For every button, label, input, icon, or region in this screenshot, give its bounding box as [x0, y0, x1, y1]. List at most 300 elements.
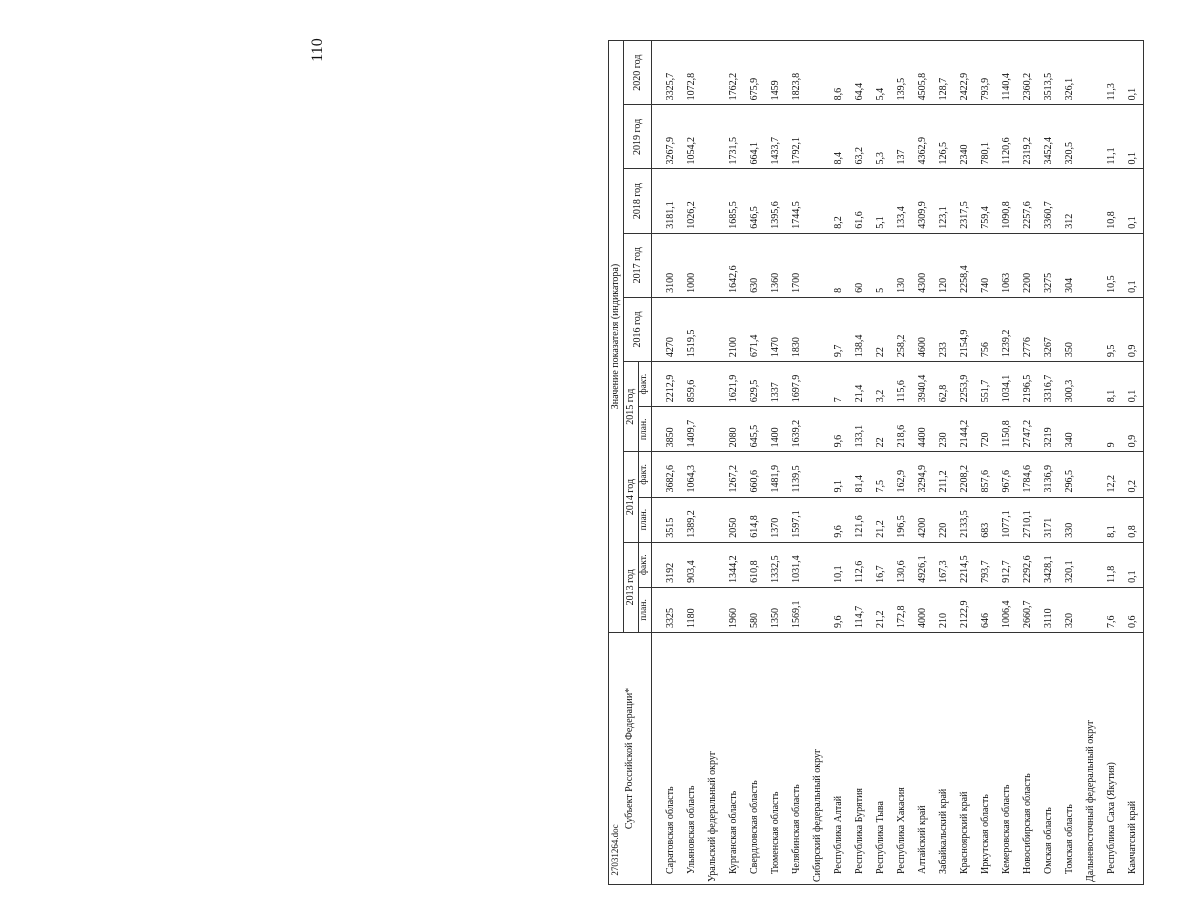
value-cell: 1823,8	[786, 41, 807, 105]
value-cell: 61,6	[849, 169, 870, 233]
value-cell: 210	[933, 587, 954, 632]
region-name: Республика Алтай	[832, 795, 844, 874]
value-cell: 2214,5	[954, 542, 975, 587]
region-name: Томская область	[1063, 804, 1075, 874]
value-cell: 60	[849, 233, 870, 297]
value-cell: 1792,1	[786, 105, 807, 169]
value-cell: 5	[870, 233, 891, 297]
region-name: Красноярский край	[958, 791, 970, 874]
value-cell: 63,2	[849, 105, 870, 169]
district-row	[1080, 41, 1101, 885]
value-cell: 1000	[681, 233, 702, 297]
value-cell: 8,1	[1101, 497, 1122, 542]
plan-subheader: план.	[639, 407, 652, 452]
region-name: Алтайский край	[916, 805, 928, 874]
year-header-2015: 2015 год	[624, 362, 639, 452]
value-cell: 580	[744, 587, 765, 632]
value-cell: 1031,4	[786, 542, 807, 587]
value-cell: 1034,1	[996, 362, 1017, 407]
value-cell: 0,2	[1122, 452, 1144, 497]
region-name: Челябинская область	[790, 784, 802, 874]
value-cell: 2360,2	[1017, 41, 1038, 105]
value-cell: 22	[870, 407, 891, 452]
region-name: Республика Бурятия	[853, 787, 865, 874]
value-cell	[1080, 362, 1101, 407]
value-cell: 3100	[660, 233, 681, 297]
value-cell: 3,2	[870, 362, 891, 407]
value-cell: 0,1	[1122, 362, 1144, 407]
value-cell: 233	[933, 297, 954, 361]
value-cell: 4200	[912, 497, 933, 542]
value-cell: 1784,6	[1017, 452, 1038, 497]
value-cell: 9,6	[828, 497, 849, 542]
region-name: Саратовская область	[664, 786, 676, 874]
value-cell: 138,4	[849, 297, 870, 361]
value-cell: 1077,1	[996, 497, 1017, 542]
value-cell: 9,5	[1101, 297, 1122, 361]
value-cell: 3682,6	[660, 452, 681, 497]
value-cell: 4400	[912, 407, 933, 452]
table-row	[765, 41, 786, 885]
table-row	[1122, 41, 1144, 885]
value-cell: 1389,2	[681, 497, 702, 542]
value-cell	[702, 297, 723, 361]
value-cell: 2257,6	[1017, 169, 1038, 233]
value-cell: 3192	[660, 542, 681, 587]
year-header-2020: 2020 год	[624, 41, 652, 105]
value-cell: 300,3	[1059, 362, 1080, 407]
value-cell: 1006,4	[996, 587, 1017, 632]
value-cell: 8,4	[828, 105, 849, 169]
value-cell	[702, 542, 723, 587]
value-cell: 2122,9	[954, 587, 975, 632]
table-row	[954, 41, 975, 885]
value-cell: 610,8	[744, 542, 765, 587]
value-cell: 740	[975, 233, 996, 297]
value-cell: 11,8	[1101, 542, 1122, 587]
value-cell: 614,8	[744, 497, 765, 542]
value-cell: 2154,9	[954, 297, 975, 361]
value-cell: 8	[828, 233, 849, 297]
spacer-row	[652, 41, 661, 885]
table-row	[849, 41, 870, 885]
year-header-2016: 2016 год	[624, 297, 652, 361]
value-cell	[807, 497, 828, 542]
value-cell: 0,1	[1122, 233, 1144, 297]
value-cell: 3110	[1038, 587, 1059, 632]
value-cell: 5,4	[870, 41, 891, 105]
value-cell: 1072,8	[681, 41, 702, 105]
value-cell	[807, 105, 828, 169]
table-row	[660, 41, 681, 885]
value-cell: 664,1	[744, 105, 765, 169]
value-cell: 4270	[660, 297, 681, 361]
value-cell	[807, 362, 828, 407]
value-cell: 133,4	[891, 169, 912, 233]
subject-column-header: Субъект Российской Федерации*	[609, 633, 652, 885]
region-name: Курганская область	[727, 790, 739, 874]
value-cell: 645,5	[744, 407, 765, 452]
district-name: Дальневосточный федеральный округ	[1084, 719, 1096, 882]
value-cell	[807, 297, 828, 361]
value-cell: 4926,1	[912, 542, 933, 587]
value-cell: 759,4	[975, 169, 996, 233]
value-cell: 1621,9	[723, 362, 744, 407]
value-cell: 1063	[996, 233, 1017, 297]
plan-subheader: план.	[639, 587, 652, 632]
table-row	[996, 41, 1017, 885]
value-cell: 4362,9	[912, 105, 933, 169]
value-cell: 4000	[912, 587, 933, 632]
value-cell: 312	[1059, 169, 1080, 233]
value-cell: 1370	[765, 497, 786, 542]
value-cell: 11,1	[1101, 105, 1122, 169]
value-cell: 3219	[1038, 407, 1059, 452]
value-cell: 2100	[723, 297, 744, 361]
value-cell	[807, 41, 828, 105]
value-cell: 1360	[765, 233, 786, 297]
value-cell: 9,1	[828, 452, 849, 497]
table-row	[744, 41, 765, 885]
value-cell	[1080, 297, 1101, 361]
value-cell: 21,2	[870, 587, 891, 632]
value-cell: 2319,2	[1017, 105, 1038, 169]
value-cell	[1080, 169, 1101, 233]
value-cell: 3360,7	[1038, 169, 1059, 233]
value-cell: 172,8	[891, 587, 912, 632]
value-cell: 1642,6	[723, 233, 744, 297]
value-cell: 912,7	[996, 542, 1017, 587]
value-cell: 720	[975, 407, 996, 452]
value-cell: 3428,1	[1038, 542, 1059, 587]
value-cell: 646,5	[744, 169, 765, 233]
value-cell: 1697,9	[786, 362, 807, 407]
value-cell: 1139,5	[786, 452, 807, 497]
value-cell: 167,3	[933, 542, 954, 587]
value-cell: 2317,5	[954, 169, 975, 233]
value-cell	[807, 452, 828, 497]
table-row	[870, 41, 891, 885]
region-name: Иркутская область	[979, 794, 991, 874]
value-cell: 296,5	[1059, 452, 1080, 497]
value-cell: 2080	[723, 407, 744, 452]
value-cell: 3316,7	[1038, 362, 1059, 407]
district-name: Уральский федеральный округ	[706, 751, 718, 882]
value-cell: 1519,5	[681, 297, 702, 361]
value-cell: 903,4	[681, 542, 702, 587]
value-cell: 9,6	[828, 407, 849, 452]
value-cell: 120	[933, 233, 954, 297]
value-cell: 1400	[765, 407, 786, 452]
value-cell: 1744,5	[786, 169, 807, 233]
year-header-2019: 2019 год	[624, 105, 652, 169]
value-cell	[1080, 452, 1101, 497]
value-cell: 1150,8	[996, 407, 1017, 452]
value-cell: 859,6	[681, 362, 702, 407]
table-row	[891, 41, 912, 885]
value-cell: 3136,9	[1038, 452, 1059, 497]
value-cell	[702, 41, 723, 105]
value-cell: 0,1	[1122, 41, 1144, 105]
value-cell: 1639,2	[786, 407, 807, 452]
value-cell: 218,6	[891, 407, 912, 452]
value-cell: 7,6	[1101, 587, 1122, 632]
value-cell: 4505,8	[912, 41, 933, 105]
value-cell	[807, 542, 828, 587]
value-cell: 340	[1059, 407, 1080, 452]
value-cell: 5,3	[870, 105, 891, 169]
value-cell: 62,8	[933, 362, 954, 407]
value-cell: 1054,2	[681, 105, 702, 169]
value-cell: 258,2	[891, 297, 912, 361]
value-cell: 629,5	[744, 362, 765, 407]
value-cell: 5,1	[870, 169, 891, 233]
table-row	[1101, 41, 1122, 885]
table-row	[723, 41, 744, 885]
document-id: 27031264.doc	[610, 824, 620, 876]
value-cell: 128,7	[933, 41, 954, 105]
value-cell: 675,9	[744, 41, 765, 105]
value-cell: 115,6	[891, 362, 912, 407]
value-cell: 2253,9	[954, 362, 975, 407]
value-cell: 8,6	[828, 41, 849, 105]
value-cell: 3275	[1038, 233, 1059, 297]
value-cell: 1267,2	[723, 452, 744, 497]
value-cell	[1080, 497, 1101, 542]
table-row	[1059, 41, 1080, 885]
year-header-2017: 2017 год	[624, 233, 652, 297]
value-cell: 21,2	[870, 497, 891, 542]
value-cell: 0,8	[1122, 497, 1144, 542]
value-cell: 660,6	[744, 452, 765, 497]
value-cell: 10,5	[1101, 233, 1122, 297]
value-cell: 3325	[660, 587, 681, 632]
value-cell: 1090,8	[996, 169, 1017, 233]
value-cell	[807, 407, 828, 452]
value-cell	[702, 169, 723, 233]
year-header-2014: 2014 год	[624, 452, 639, 542]
value-cell	[807, 587, 828, 632]
value-cell: 1180	[681, 587, 702, 632]
value-cell: 130	[891, 233, 912, 297]
value-cell: 551,7	[975, 362, 996, 407]
value-cell: 326,1	[1059, 41, 1080, 105]
value-cell: 1064,3	[681, 452, 702, 497]
value-cell: 1700	[786, 233, 807, 297]
value-cell: 2747,2	[1017, 407, 1038, 452]
value-cell: 1433,7	[765, 105, 786, 169]
value-cell: 2422,9	[954, 41, 975, 105]
value-cell: 0,9	[1122, 407, 1144, 452]
value-cell: 3171	[1038, 497, 1059, 542]
value-cell: 3325,7	[660, 41, 681, 105]
year-header-2013: 2013 год	[624, 542, 639, 632]
value-cell: 211,2	[933, 452, 954, 497]
value-cell: 1350	[765, 587, 786, 632]
value-cell	[1080, 41, 1101, 105]
value-cell: 9	[1101, 407, 1122, 452]
value-cell: 1239,2	[996, 297, 1017, 361]
value-cell: 112,6	[849, 542, 870, 587]
value-cell: 121,6	[849, 497, 870, 542]
value-cell: 780,1	[975, 105, 996, 169]
value-cell: 1409,7	[681, 407, 702, 452]
value-cell: 3294,9	[912, 452, 933, 497]
value-cell: 10,8	[1101, 169, 1122, 233]
table-body	[652, 41, 1144, 885]
value-cell: 126,5	[933, 105, 954, 169]
value-cell: 320	[1059, 587, 1080, 632]
indicator-group-header: Значение показателя (индикатора)	[609, 41, 624, 633]
value-cell: 7,5	[870, 452, 891, 497]
page-number: 110	[309, 38, 326, 62]
value-cell: 4309,9	[912, 169, 933, 233]
table-row	[681, 41, 702, 885]
value-cell: 793,7	[975, 542, 996, 587]
value-cell	[702, 362, 723, 407]
value-cell: 230	[933, 407, 954, 452]
value-cell: 2208,2	[954, 452, 975, 497]
value-cell	[702, 233, 723, 297]
value-cell: 2196,5	[1017, 362, 1038, 407]
value-cell: 1337	[765, 362, 786, 407]
value-cell: 220	[933, 497, 954, 542]
value-cell: 330	[1059, 497, 1080, 542]
value-cell: 133,1	[849, 407, 870, 452]
region-name: Кемеровская область	[1000, 784, 1012, 874]
value-cell: 0,1	[1122, 542, 1144, 587]
region-name: Камчатский край	[1126, 800, 1138, 874]
fact-subheader: факт.	[639, 452, 652, 497]
value-cell: 11,3	[1101, 41, 1122, 105]
value-cell: 671,4	[744, 297, 765, 361]
region-name: Ульяновская область	[685, 785, 697, 874]
value-cell: 793,9	[975, 41, 996, 105]
value-cell: 1960	[723, 587, 744, 632]
value-cell: 3267	[1038, 297, 1059, 361]
value-cell: 1026,2	[681, 169, 702, 233]
value-cell: 1332,5	[765, 542, 786, 587]
fact-subheader: факт.	[639, 542, 652, 587]
value-cell: 1731,5	[723, 105, 744, 169]
value-cell: 1120,6	[996, 105, 1017, 169]
value-cell	[1080, 407, 1101, 452]
value-cell: 1459	[765, 41, 786, 105]
value-cell	[702, 497, 723, 542]
value-cell: 2710,1	[1017, 497, 1038, 542]
value-cell: 9,7	[828, 297, 849, 361]
value-cell: 123,1	[933, 169, 954, 233]
value-cell: 64,4	[849, 41, 870, 105]
year-header-2018: 2018 год	[624, 169, 652, 233]
table-row	[933, 41, 954, 885]
value-cell: 630	[744, 233, 765, 297]
value-cell	[702, 587, 723, 632]
value-cell: 162,9	[891, 452, 912, 497]
value-cell: 3452,4	[1038, 105, 1059, 169]
value-cell	[1080, 542, 1101, 587]
value-cell: 8,2	[828, 169, 849, 233]
value-cell: 2050	[723, 497, 744, 542]
value-cell: 22	[870, 297, 891, 361]
value-cell: 3515	[660, 497, 681, 542]
value-cell: 7	[828, 362, 849, 407]
value-cell: 320,5	[1059, 105, 1080, 169]
value-cell: 2660,7	[1017, 587, 1038, 632]
value-cell: 8,1	[1101, 362, 1122, 407]
value-cell: 4600	[912, 297, 933, 361]
table-row	[975, 41, 996, 885]
value-cell: 139,5	[891, 41, 912, 105]
value-cell: 114,7	[849, 587, 870, 632]
value-cell: 137	[891, 105, 912, 169]
table-row	[1017, 41, 1038, 885]
value-cell: 1830	[786, 297, 807, 361]
value-cell: 3940,4	[912, 362, 933, 407]
value-cell: 0,6	[1122, 587, 1144, 632]
indicator-table	[608, 40, 1144, 885]
district-row	[702, 41, 723, 885]
value-cell: 3181,1	[660, 169, 681, 233]
value-cell: 1481,9	[765, 452, 786, 497]
table-row	[912, 41, 933, 885]
value-cell: 9,6	[828, 587, 849, 632]
value-cell: 1344,2	[723, 542, 744, 587]
value-cell: 683	[975, 497, 996, 542]
value-cell	[702, 452, 723, 497]
value-cell	[807, 233, 828, 297]
region-name: Республика Хакасия	[895, 787, 907, 874]
value-cell: 2258,4	[954, 233, 975, 297]
value-cell: 1597,1	[786, 497, 807, 542]
region-name: Забайкальский край	[937, 788, 949, 874]
value-cell	[807, 169, 828, 233]
rotated-table-sheet	[608, 40, 1178, 885]
region-name: Новосибирская область	[1021, 773, 1033, 874]
region-name: Омская область	[1042, 807, 1054, 874]
region-name: Тюменская область	[769, 791, 781, 874]
value-cell: 21,4	[849, 362, 870, 407]
value-cell: 16,7	[870, 542, 891, 587]
value-cell: 1470	[765, 297, 786, 361]
region-name: Свердловская область	[748, 780, 760, 874]
value-cell	[1080, 587, 1101, 632]
value-cell: 4300	[912, 233, 933, 297]
value-cell: 2292,6	[1017, 542, 1038, 587]
value-cell: 130,6	[891, 542, 912, 587]
value-cell: 646	[975, 587, 996, 632]
value-cell: 0,1	[1122, 169, 1144, 233]
value-cell: 10,1	[828, 542, 849, 587]
value-cell: 2200	[1017, 233, 1038, 297]
value-cell: 0,9	[1122, 297, 1144, 361]
value-cell: 1569,1	[786, 587, 807, 632]
value-cell: 81,4	[849, 452, 870, 497]
value-cell: 350	[1059, 297, 1080, 361]
value-cell: 320,1	[1059, 542, 1080, 587]
value-cell	[1080, 233, 1101, 297]
value-cell: 3267,9	[660, 105, 681, 169]
value-cell: 12,2	[1101, 452, 1122, 497]
region-name: Республика Тыва	[874, 801, 886, 874]
value-cell	[702, 407, 723, 452]
table-row	[1038, 41, 1059, 885]
value-cell: 0,1	[1122, 105, 1144, 169]
region-name: Республика Саха (Якутия)	[1105, 762, 1117, 874]
value-cell: 196,5	[891, 497, 912, 542]
value-cell: 304	[1059, 233, 1080, 297]
table-row	[786, 41, 807, 885]
